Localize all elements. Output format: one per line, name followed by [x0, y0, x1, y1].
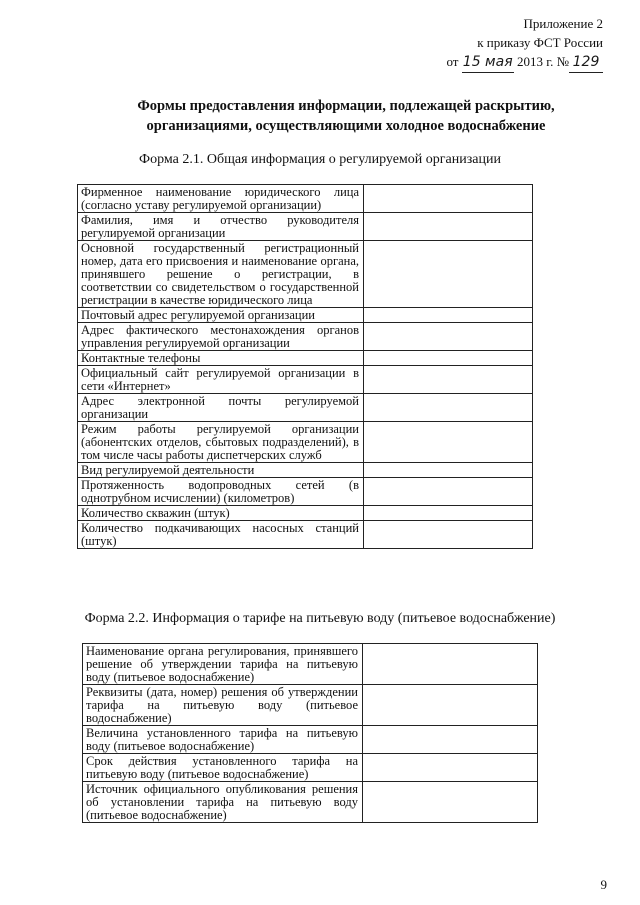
table-row	[83, 726, 538, 754]
table-row	[78, 241, 533, 308]
row-label-activity-type: Вид регулируемой деятельности	[78, 463, 364, 478]
row-label-network-length: Протяженность водопроводных сетей (в однотрубном исчислении) (километров)	[78, 478, 364, 506]
row-label-tariff-validity: Срок действия установленного тарифа на питьевую воду (питьевое водоснабжение)	[83, 754, 363, 782]
form-2-1-table	[77, 184, 533, 549]
row-label-registration-number: Основной государственный регистрационный номер, дата его присвоения и наименование органа, принявшего решение о регистрации, в соответствии со свидетельством о государственной регистрации в качестве юридического лица	[78, 241, 364, 308]
table-row	[78, 366, 533, 394]
table-row	[78, 308, 533, 323]
row-label-website: Официальный сайт регулируемой организации в сети «Интернет»	[78, 366, 364, 394]
table-row	[78, 463, 533, 478]
table-row	[78, 521, 533, 549]
row-value-activity-type[interactable]	[364, 463, 533, 478]
table-row	[83, 754, 538, 782]
row-value-publication-source[interactable]	[363, 782, 538, 823]
row-label-director-name: Фамилия, имя и отчество руководителя регулируемой организации	[78, 213, 364, 241]
row-label-publication-source: Источник официального опубликования решения об установлении тарифа на питьевую воду (питьевое водоснабжение)	[83, 782, 363, 823]
table-row	[78, 213, 533, 241]
row-value-email[interactable]	[364, 394, 533, 422]
row-label-phones: Контактные телефоны	[78, 351, 364, 366]
table-row	[78, 478, 533, 506]
row-label-regulator-name: Наименование органа регулирования, принявшего решение об утверждении тарифа на питьевую воду (питьевое водоснабжение)	[83, 644, 363, 685]
row-value-regulator-name[interactable]	[363, 644, 538, 685]
row-value-wells-count[interactable]	[364, 506, 533, 521]
appendix-label: Приложение 2	[523, 16, 603, 31]
table-row	[78, 351, 533, 366]
row-label-pump-stations-count: Количество подкачивающих насосных станций (штук)	[78, 521, 364, 549]
row-label-company-name: Фирменное наименование юридического лица (согласно уставу регулируемой организации)	[78, 185, 364, 213]
number-sign: №	[556, 54, 569, 69]
document-title	[96, 96, 596, 136]
row-value-decision-details[interactable]	[363, 685, 538, 726]
row-label-postal-address: Почтовый адрес регулируемой организации	[78, 308, 364, 323]
table-row	[83, 685, 538, 726]
row-value-working-hours[interactable]	[364, 422, 533, 463]
table-row	[78, 185, 533, 213]
row-value-registration-number[interactable]	[364, 241, 533, 308]
row-label-working-hours: Режим работы регулируемой организации (абонентских отделов, сбытовых подразделений), в том числе часы работы диспетчерских служб	[78, 422, 364, 463]
row-label-tariff-amount: Величина установленного тарифа на питьевую воду (питьевое водоснабжение)	[83, 726, 363, 754]
form-2-1-title: Форма 2.1. Общая информация о регулируемой организации	[139, 152, 501, 167]
row-value-network-length[interactable]	[364, 478, 533, 506]
table-row	[83, 644, 538, 685]
row-value-director-name[interactable]	[364, 213, 533, 241]
handwritten-date: 15 мая	[462, 53, 514, 73]
page-number: 9	[600, 877, 607, 892]
row-value-phones[interactable]	[364, 351, 533, 366]
row-label-decision-details: Реквизиты (дата, номер) решения об утверждении тарифа на питьевую воду (питьевое водоснабжение)	[83, 685, 363, 726]
form-2-2-table	[82, 643, 538, 823]
form-2-2-title: Форма 2.2. Информация о тарифе на питьевую воду (питьевое водоснабжение)	[84, 611, 556, 626]
handwritten-order-number: 129	[569, 53, 603, 73]
document-header	[446, 14, 603, 73]
title-line-2: организациями, осуществляющими холодное водоснабжение	[146, 118, 546, 134]
table-row	[78, 323, 533, 351]
row-value-pump-stations-count[interactable]	[364, 521, 533, 549]
row-label-actual-address: Адрес фактического местонахождения органов управления регулируемой организации	[78, 323, 364, 351]
row-value-tariff-amount[interactable]	[363, 726, 538, 754]
row-value-website[interactable]	[364, 366, 533, 394]
row-value-company-name[interactable]	[364, 185, 533, 213]
table-row	[78, 394, 533, 422]
order-date-line	[446, 52, 603, 73]
row-value-tariff-validity[interactable]	[363, 754, 538, 782]
table-row	[78, 506, 533, 521]
date-prefix: от	[446, 54, 459, 69]
row-label-wells-count: Количество скважин (штук)	[78, 506, 364, 521]
row-value-postal-address[interactable]	[364, 308, 533, 323]
table-row	[83, 782, 538, 823]
table-row	[78, 422, 533, 463]
order-reference: к приказу ФСТ России	[477, 35, 603, 50]
order-year: 2013 г.	[516, 54, 554, 69]
row-value-actual-address[interactable]	[364, 323, 533, 351]
row-label-email: Адрес электронной почты регулируемой организации	[78, 394, 364, 422]
title-line-1: Формы предоставления информации, подлежащей раскрытию,	[137, 98, 555, 114]
